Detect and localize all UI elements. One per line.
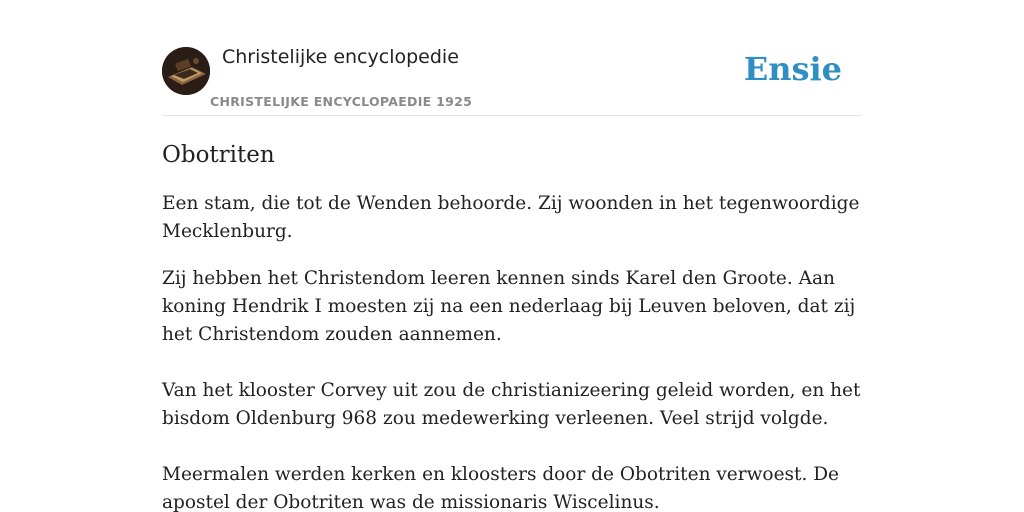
entry-paragraph: Een stam, die tot de Wenden behoorde. Zij woonden in het tegenwoordige Mecklenburg. [162,193,860,242]
book-cover-icon[interactable] [162,47,210,95]
entry-content [162,138,862,512]
source-subtitle: CHRISTELIJKE ENCYCLOPAEDIE 1925 [210,94,473,109]
book-cover-image [162,47,210,95]
source-header [162,40,862,116]
brand-logo[interactable]: Ensie [743,50,842,88]
entry-title: Obotriten [162,142,275,168]
source-title[interactable]: Christelijke encyclopedie [222,46,459,68]
entry-paragraph: Zij hebben het Christendom leeren kennen sinds Karel den Groote. Aan koning Hendrik I moesten zij na een nederlaag bij Leuven beloven, dat zij het Christendom zouden aannemen. Van het klooster Corvey uit zou de christianizeering geleid worden, en het bisdom Oldenburg 968 zou medewerking verleenen. Veel strijd volgde. Meermalen werden kerken en kloosters door de Obotriten verwoest. De apostel der Obotriten was de missionaris Wiscelinus. [162,268,861,512]
